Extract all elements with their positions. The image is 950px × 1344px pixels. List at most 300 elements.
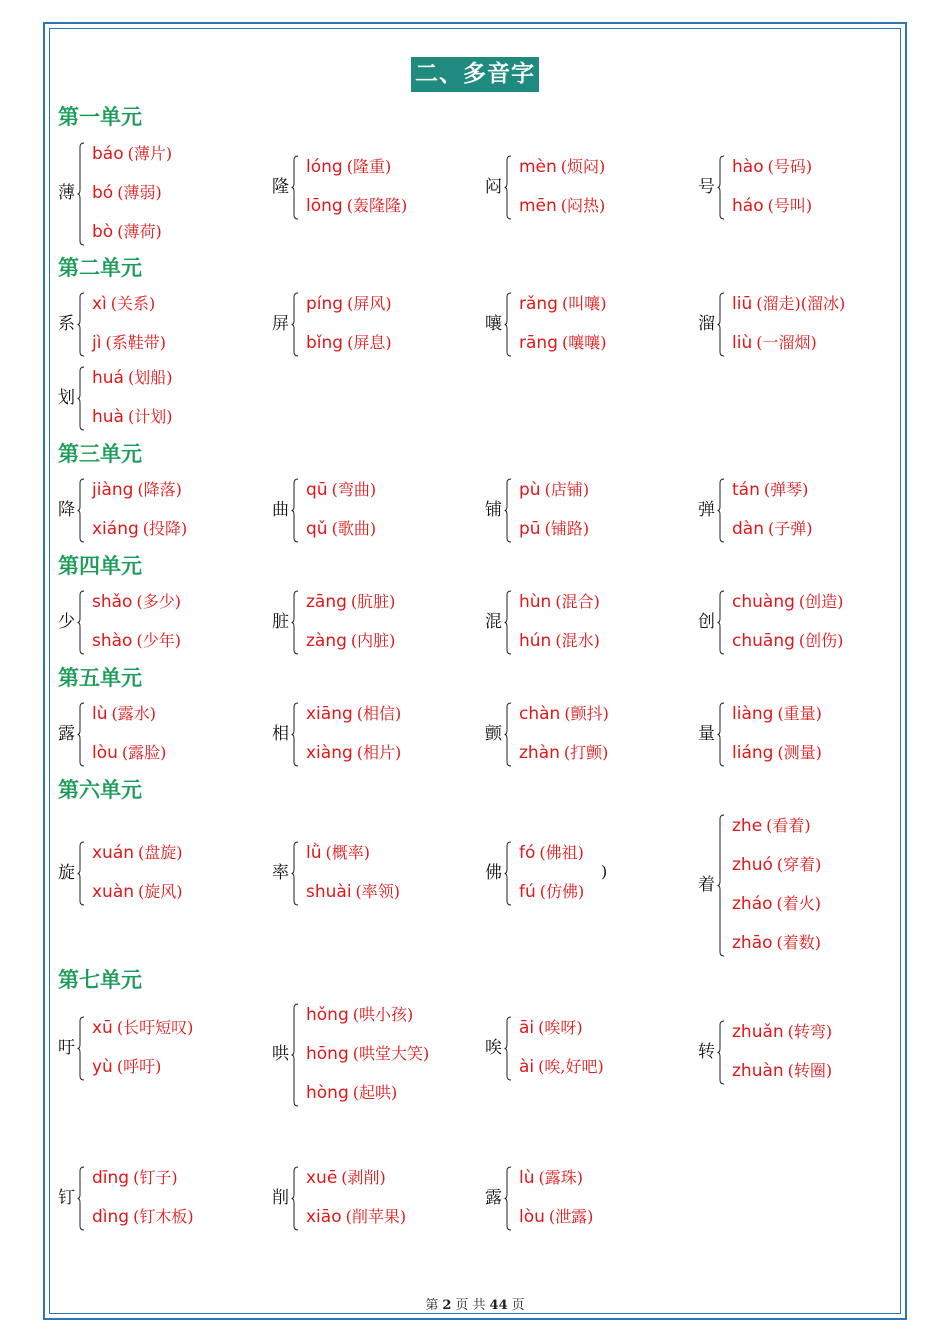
pinyin: āi	[519, 1018, 535, 1038]
example-word: (计划)	[127, 407, 173, 426]
pinyin: lù	[92, 704, 108, 724]
brace	[717, 478, 725, 543]
brace	[291, 478, 299, 543]
brace-icon	[77, 366, 85, 431]
pinyin: hōng	[306, 1044, 349, 1064]
pinyin: liū	[732, 294, 753, 314]
reading-row	[92, 517, 187, 541]
reading-row	[306, 590, 395, 614]
brace	[77, 292, 85, 357]
example-word: (剥削)	[341, 1168, 386, 1187]
brace	[77, 1016, 85, 1081]
brace	[717, 155, 725, 220]
example-word: (重量)	[777, 704, 822, 723]
brace	[504, 841, 512, 906]
polyphone-entry	[485, 841, 685, 904]
reading-row	[519, 590, 600, 614]
footer-suffix: 页	[511, 1298, 525, 1313]
example-word: (多少)	[136, 592, 181, 611]
example-word: (屏风)	[347, 294, 392, 313]
brace	[77, 142, 85, 246]
reading-row	[92, 590, 181, 614]
pinyin: zàng	[306, 631, 347, 651]
example-word: (铺路)	[544, 519, 590, 538]
example-word: (烦闷)	[560, 157, 606, 176]
example-word: (颤抖)	[564, 704, 609, 723]
example-word: (内脏)	[350, 631, 396, 650]
polyphone-entry	[272, 1166, 472, 1229]
example-word: (旋风)	[138, 882, 183, 901]
reading-row	[92, 741, 166, 765]
brace	[717, 1020, 725, 1085]
example-word: (薄荷)	[117, 222, 162, 241]
reading-row	[306, 331, 392, 355]
pinyin: lǜ	[306, 843, 322, 863]
brace	[291, 702, 299, 767]
pinyin: mēn	[519, 196, 557, 216]
reading-row	[519, 155, 605, 179]
polyphone-entry	[272, 292, 472, 355]
polyphone-entry	[58, 292, 258, 355]
reading-row	[306, 1003, 413, 1027]
example-word: (隆重)	[346, 157, 392, 176]
example-word: (弯曲)	[331, 480, 377, 499]
pinyin: rāng	[519, 333, 558, 353]
example-word: (看着)	[766, 816, 811, 835]
unit-heading: 第五单元	[58, 665, 142, 690]
example-word: (一溜烟)	[756, 333, 817, 352]
example-word: (呼吁)	[116, 1057, 162, 1076]
reading-row	[92, 478, 182, 502]
pinyin: yù	[92, 1057, 113, 1077]
polyphone-entry	[272, 841, 472, 904]
pinyin: zāng	[306, 592, 347, 612]
brace	[291, 841, 299, 906]
reading-row	[92, 292, 155, 316]
brace	[77, 1166, 85, 1231]
brace	[717, 814, 725, 957]
polyphone-char: 闷	[485, 176, 502, 197]
reading-row	[732, 590, 843, 614]
brace	[717, 292, 725, 357]
brace	[291, 292, 299, 357]
example-word: (盘旋)	[138, 843, 183, 862]
example-word: (相片)	[356, 743, 402, 762]
pinyin: dīng	[92, 1168, 130, 1188]
example-word: (泄露)	[548, 1207, 594, 1226]
brace-icon	[504, 292, 512, 357]
reading-row	[92, 220, 162, 244]
brace-icon	[717, 478, 725, 543]
polyphone-char: 率	[272, 862, 289, 883]
brace	[291, 1166, 299, 1231]
brace	[504, 292, 512, 357]
polyphone-entry	[272, 478, 472, 541]
pinyin: xì	[92, 294, 107, 314]
pinyin: hǒng	[306, 1005, 349, 1025]
pinyin: shuài	[306, 882, 352, 902]
pinyin: rǎng	[519, 294, 558, 314]
polyphone-entry	[698, 590, 898, 653]
reading-row	[732, 292, 845, 316]
reading-row	[732, 517, 812, 541]
pinyin: huà	[92, 407, 124, 427]
reading-row	[519, 629, 600, 653]
example-word: (着火)	[776, 894, 822, 913]
example-word: (店铺)	[544, 480, 590, 499]
brace-icon	[291, 590, 299, 655]
reading-row	[306, 194, 407, 218]
pinyin: hùn	[519, 592, 552, 612]
example-word: (唉,好吧)	[538, 1057, 604, 1076]
example-word: (叫嚷)	[561, 294, 607, 313]
polyphone-char: 哄	[272, 1044, 289, 1064]
pinyin: liù	[732, 333, 753, 353]
reading-row	[732, 741, 822, 765]
pinyin: dàn	[732, 519, 764, 539]
page-footer	[0, 1294, 950, 1313]
pinyin: xiàng	[306, 743, 353, 763]
brace-icon	[291, 702, 299, 767]
pinyin: zhàn	[519, 743, 560, 763]
polyphone-char: 溜	[698, 313, 715, 334]
polyphone-entry	[485, 1166, 685, 1229]
brace-icon	[77, 1166, 85, 1231]
pinyin: shǎo	[92, 592, 133, 612]
polyphone-entry	[58, 841, 258, 904]
reading-row	[306, 155, 391, 179]
brace	[77, 590, 85, 655]
pinyin: xiāng	[306, 704, 353, 724]
polyphone-char: 少	[58, 611, 75, 632]
polyphone-entry	[698, 292, 898, 355]
reading-row	[732, 853, 821, 877]
reading-row	[519, 194, 605, 218]
reading-row	[732, 629, 843, 653]
polyphone-char: 铺	[485, 499, 502, 520]
example-word: (率领)	[355, 882, 401, 901]
polyphone-entry	[698, 478, 898, 541]
brace-icon	[291, 1003, 299, 1107]
reading-row	[519, 1166, 583, 1190]
example-word: (少年)	[136, 631, 181, 650]
polyphone-char: 颤	[485, 723, 502, 744]
polyphone-entry	[485, 702, 685, 765]
brace-icon	[291, 841, 299, 906]
brace-icon	[717, 702, 725, 767]
polyphone-char: 曲	[272, 499, 289, 520]
brace	[291, 590, 299, 655]
example-word: (佛祖)	[539, 843, 584, 862]
polyphone-char: 脏	[272, 611, 289, 632]
brace	[77, 478, 85, 543]
polyphone-char: 唉	[485, 1037, 502, 1058]
polyphone-char: 旋	[58, 862, 75, 883]
reading-row	[732, 814, 811, 838]
example-word: (露脸)	[121, 743, 167, 762]
polyphone-entry	[485, 590, 685, 653]
polyphone-char: 削	[272, 1187, 289, 1208]
unit-heading: 第一单元	[58, 104, 142, 129]
brace-icon	[291, 292, 299, 357]
pinyin: xuán	[92, 843, 135, 863]
example-word: (歌曲)	[331, 519, 377, 538]
pinyin: pū	[519, 519, 541, 539]
polyphone-char: 露	[58, 723, 75, 744]
pinyin: mèn	[519, 157, 557, 177]
reading-row	[92, 142, 172, 166]
example-word: (系鞋带)	[105, 333, 166, 352]
polyphone-char: 吁	[58, 1037, 75, 1058]
unit-heading: 第七单元	[58, 967, 142, 992]
reading-row	[306, 880, 400, 904]
reading-row	[732, 1059, 832, 1083]
footer-page-number: 2	[442, 1298, 452, 1313]
polyphone-char: 着	[698, 874, 715, 895]
example-word: (嚷嚷)	[561, 333, 607, 352]
example-word: (溜走)(溜冰)	[756, 294, 846, 313]
polyphone-char: 系	[58, 313, 75, 334]
reading-row	[519, 841, 584, 865]
polyphone-entry	[485, 292, 685, 355]
reading-row	[92, 366, 172, 390]
reading-row	[306, 1205, 406, 1229]
brace	[77, 841, 85, 906]
example-word: (投降)	[142, 519, 188, 538]
reading-row	[732, 892, 821, 916]
unit-heading: 第四单元	[58, 553, 142, 578]
pinyin: lōng	[306, 196, 343, 216]
example-word: (关系)	[110, 294, 156, 313]
polyphone-char: 薄	[58, 183, 75, 203]
reading-row	[732, 931, 821, 955]
example-word: (降落)	[137, 480, 182, 499]
polyphone-char: 转	[698, 1041, 715, 1062]
pinyin: hào	[732, 157, 764, 177]
pinyin: chàn	[519, 704, 561, 724]
example-word: (钉子)	[133, 1168, 178, 1187]
example-word: (长吁短叹)	[116, 1018, 194, 1037]
unit-heading: 第二单元	[58, 255, 142, 280]
example-word: (露珠)	[538, 1168, 583, 1187]
pinyin: jiàng	[92, 480, 134, 500]
brace-icon	[77, 292, 85, 357]
pinyin: zhe	[732, 816, 763, 836]
pinyin: qū	[306, 480, 328, 500]
polyphone-entry	[58, 478, 258, 541]
example-word: (着数)	[776, 933, 822, 952]
polyphone-entry	[58, 702, 258, 765]
pinyin: liàng	[732, 704, 774, 724]
footer-total-pages: 44	[489, 1298, 508, 1313]
reading-row	[519, 517, 589, 541]
pinyin: xuàn	[92, 882, 135, 902]
pinyin: dìng	[92, 1207, 130, 1227]
example-word: (哄小孩)	[352, 1005, 414, 1024]
polyphone-entry	[698, 1020, 898, 1083]
pinyin: píng	[306, 294, 344, 314]
pinyin: fó	[519, 843, 536, 863]
polyphone-char: 相	[272, 723, 289, 744]
pinyin: lòu	[519, 1207, 545, 1227]
pinyin: zhuàn	[732, 1061, 784, 1081]
pinyin: liáng	[732, 743, 774, 763]
footer-prefix: 第	[425, 1298, 439, 1313]
reading-row	[306, 292, 392, 316]
brace-icon	[717, 292, 725, 357]
reading-row	[732, 702, 822, 726]
footer-middle: 页 共	[455, 1298, 486, 1313]
polyphone-char: 佛	[485, 862, 502, 883]
reading-row	[519, 1016, 583, 1040]
polyphone-char: 露	[485, 1187, 502, 1208]
reading-row	[306, 1042, 429, 1066]
polyphone-entry	[272, 702, 472, 765]
reading-row	[306, 702, 401, 726]
reading-row	[92, 1205, 194, 1229]
pinyin: hún	[519, 631, 552, 651]
example-word: (子弹)	[767, 519, 813, 538]
brace-icon	[504, 841, 512, 906]
polyphone-entry	[485, 155, 685, 218]
reading-row	[519, 880, 584, 904]
pinyin: xuē	[306, 1168, 338, 1188]
polyphone-char: 嚷	[485, 313, 502, 334]
polyphone-entry	[58, 142, 258, 244]
pinyin: zháo	[732, 894, 773, 914]
example-word: (仿佛)	[539, 882, 585, 901]
polyphone-entry	[272, 1003, 472, 1105]
example-word: (转弯)	[787, 1022, 833, 1041]
polyphone-char: 量	[698, 723, 715, 744]
reading-row	[92, 1166, 178, 1190]
polyphone-entry	[272, 155, 472, 218]
polyphone-char: 号	[698, 176, 715, 197]
brace-icon	[717, 814, 725, 957]
brace	[504, 590, 512, 655]
reading-row	[519, 478, 589, 502]
pinyin: bǐng	[306, 333, 344, 353]
pinyin: pù	[519, 480, 541, 500]
brace-icon	[504, 702, 512, 767]
unit-heading: 第三单元	[58, 441, 142, 466]
brace	[291, 1003, 299, 1107]
example-word: (哄堂大笑)	[352, 1044, 430, 1063]
example-word: (屏息)	[347, 333, 392, 352]
polyphone-char: 划	[58, 387, 75, 408]
reading-row	[306, 629, 395, 653]
pinyin: ài	[519, 1057, 535, 1077]
polyphone-entry	[58, 1166, 258, 1229]
example-word: (钉木板)	[133, 1207, 194, 1226]
brace-icon	[291, 478, 299, 543]
pinyin: lòu	[92, 743, 118, 763]
polyphone-entry	[485, 1016, 685, 1079]
pinyin: huá	[92, 368, 124, 388]
pinyin: bó	[92, 183, 114, 203]
example-word: (打颤)	[563, 743, 609, 762]
reading-row	[306, 517, 376, 541]
example-word: (相信)	[356, 704, 402, 723]
polyphone-entry	[698, 702, 898, 765]
pinyin: jì	[92, 333, 102, 353]
brace-icon	[77, 841, 85, 906]
brace-icon	[717, 590, 725, 655]
example-word: (弹琴)	[763, 480, 809, 499]
pinyin: qǔ	[306, 519, 328, 539]
brace-icon	[504, 590, 512, 655]
example-word: (薄弱)	[117, 183, 162, 202]
brace	[504, 1016, 512, 1081]
pinyin: zhuó	[732, 855, 773, 875]
reading-row	[92, 331, 166, 355]
unit-heading: 第六单元	[58, 777, 142, 802]
reading-row	[519, 292, 606, 316]
polyphone-entry	[58, 366, 258, 429]
pinyin: fú	[519, 882, 536, 902]
pinyin: lù	[519, 1168, 535, 1188]
reading-row	[92, 1016, 193, 1040]
brace	[504, 478, 512, 543]
example-word: (薄片)	[127, 144, 173, 163]
pinyin: chuāng	[732, 631, 795, 651]
reading-row	[92, 702, 156, 726]
brace-icon	[77, 478, 85, 543]
example-word: (轰隆隆)	[346, 196, 408, 215]
reading-row	[519, 331, 606, 355]
reading-row	[92, 880, 183, 904]
polyphone-entry	[485, 478, 685, 541]
polyphone-entry	[698, 155, 898, 218]
polyphone-char: 混	[485, 611, 502, 632]
example-word: (起哄)	[352, 1083, 398, 1102]
brace	[504, 1166, 512, 1231]
reading-row	[519, 702, 609, 726]
pinyin: xū	[92, 1018, 113, 1038]
pinyin: báo	[92, 144, 124, 164]
reading-row	[306, 841, 370, 865]
pinyin: xiāo	[306, 1207, 342, 1227]
brace-icon	[504, 1016, 512, 1081]
polyphone-char: 弹	[698, 499, 715, 520]
reading-row	[732, 155, 812, 179]
reading-row	[306, 478, 376, 502]
polyphone-entry	[698, 814, 898, 955]
reading-row	[92, 181, 162, 205]
reading-row	[92, 405, 172, 429]
example-word: (唉呀)	[538, 1018, 583, 1037]
brace-icon	[291, 155, 299, 220]
pinyin: chuàng	[732, 592, 795, 612]
pinyin: zhāo	[732, 933, 773, 953]
pinyin: zhuǎn	[732, 1022, 784, 1042]
pinyin: lóng	[306, 157, 343, 177]
example-word: (穿着)	[776, 855, 822, 874]
brace-icon	[291, 1166, 299, 1231]
brace-icon	[504, 1166, 512, 1231]
reading-row	[306, 1166, 386, 1190]
reading-row	[306, 741, 401, 765]
polyphone-char: 降	[58, 499, 75, 520]
polyphone-entry	[58, 1016, 258, 1079]
example-word: (创伤)	[798, 631, 844, 650]
example-word: (号码)	[767, 157, 813, 176]
brace	[717, 702, 725, 767]
reading-row	[519, 1055, 604, 1079]
reading-row	[732, 478, 808, 502]
pinyin: shào	[92, 631, 133, 651]
pinyin: bò	[92, 222, 114, 242]
